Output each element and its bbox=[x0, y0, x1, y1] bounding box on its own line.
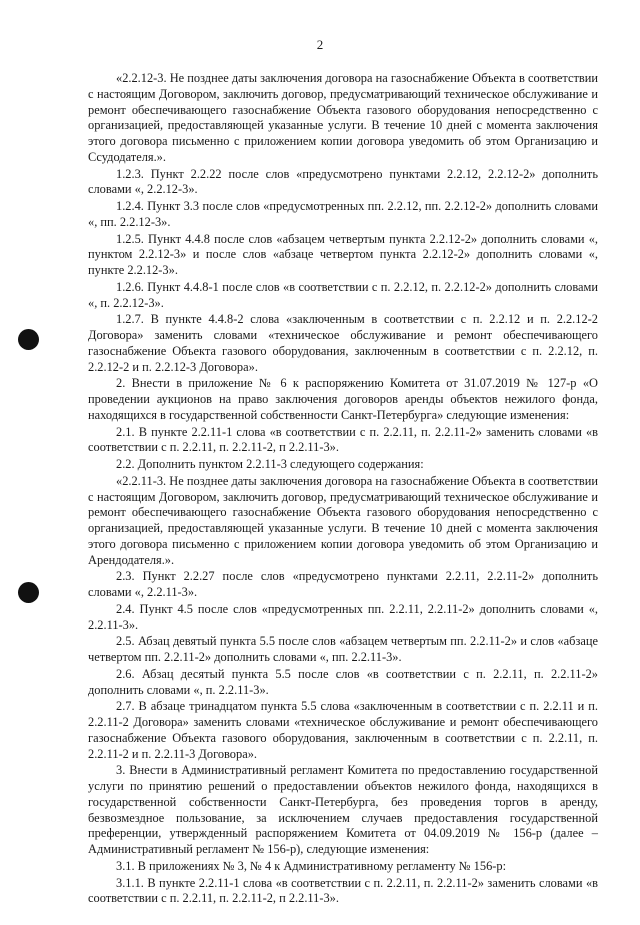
paragraph: 2.3. Пункт 2.2.27 после слов «предусмотрено пунктами 2.2.11, 2.2.11-2» дополнить словами «, 2.2.11-3». bbox=[88, 569, 598, 599]
punch-hole-mark bbox=[18, 582, 39, 603]
paragraph: 2.6. Абзац десятый пункта 5.5 после слов «в соответствии с п. 2.2.11, п. 2.2.11-2» дополнить словами «, п. 2.2.11-3». bbox=[88, 666, 598, 697]
paragraph: 1.2.6. Пункт 4.4.8-1 после слов «в соответствии с п. 2.2.12, п. 2.2.12-2» дополнить словами «, п. 2.2.12-3». bbox=[88, 279, 598, 310]
paragraph: 1.2.7. В пункте 4.4.8-2 слова «заключенным в соответствии с п. 2.2.12 и п. 2.2.12-2 Договора» заменить словами «техническое обслуживание и ремонт обеспечивающего газоснабжение Объекта газового оборудования, заключенным в соответствии с п. 2.2.12, п. 2.2.12-2 и п. 2.2.12-3 Договора». bbox=[88, 312, 598, 374]
paragraph: 2.4. Пункт 4.5 после слов «предусмотренных пп. 2.2.11, 2.2.11-2» дополнить словами «, 2.2.11-3». bbox=[88, 601, 598, 632]
paragraph: «2.2.12-3. Не позднее даты заключения договора на газоснабжение Объекта в соответствии с настоящим Договором, заключить договор, предусматривающий техническое обслуживание и ремонт обеспечивающего газоснабжение Объекта газового оборудования непосредственно с организацией, предоставляющей указанные услуги. В течение 10 дней с момента заключения этого договора письменно с приложением копии договора уведомить об этом Организацию и Ссудодателя.». bbox=[88, 71, 598, 164]
paragraph: 1.2.3. Пункт 2.2.22 после слов «предусмотрено пунктами 2.2.12, 2.2.12-2» дополнить словами «, 2.2.12-3». bbox=[88, 166, 598, 197]
paragraph: «2.2.11-3. Не позднее даты заключения договора на газоснабжение Объекта в соответствии с настоящим Договором, заключить договор, предусматривающий техническое обслуживание и ремонт обеспечивающего газоснабжение Объекта газового оборудования непосредственно с организацией, предоставляющей указанные услуги. В течение 10 дней с момента заключения этого договора письменно с приложением копии договора уведомить об этом Организацию и Арендодателя.». bbox=[88, 473, 598, 567]
document-body bbox=[88, 71, 598, 908]
paragraph: 2.7. В абзаце тринадцатом пункта 5.5 слова «заключенным в соответствии с п. 2.2.11 и п. 2.2.11-2 Договора» заменить словами «техническое обслуживание и ремонт обеспечивающего газоснабжение Объекта газового оборудования, заключенным в соответствии с п. 2.2.11, п. 2.2.11-2 и п. 2.2.11-3 Договора». bbox=[88, 699, 598, 761]
paragraph: 1.2.4. Пункт 3.3 после слов «предусмотренных пп. 2.2.12, пп. 2.2.12-2» дополнить словами «, пп. 2.2.12-3». bbox=[88, 199, 598, 229]
paragraph: 2.5. Абзац девятый пункта 5.5 после слов «абзацем четвертым пп. 2.2.11-2» и слов «абзаце четвертом пп. 2.2.11-2» дополнить словами «, пп. 2.2.11-3». bbox=[88, 634, 598, 664]
paragraph: 2. Внести в приложение № 6 к распоряжению Комитета от 31.07.2019 № 127-р «О проведении аукционов на право заключения договоров аренды объектов нежилого фонда, находящихся в государственной собственности Санкт-Петербурга» следующие изменения: bbox=[88, 376, 598, 422]
paragraph: 3.1.1. В пункте 2.2.11-1 слова «в соответствии с п. 2.2.11, п. 2.2.11-2» заменить словами «в соответствии с п. 2.2.11, п. 2.2.11-2, п 2.2.11-3». bbox=[88, 875, 598, 906]
paragraph: 3. Внести в Административный регламент Комитета по предоставлению государственной услуги по принятию решений о предоставлении объектов нежилого фонда, находящихся в государственной собственности Санкт-Петербурга, без проведения торгов в аренду, безвозмездное пользование, за исключением случаев предоставления государственной преференции, утвержденный распоряжением Комитета от 04.09.2019 № 156-р (далее – Административный регламент № 156-р), следующие изменения: bbox=[88, 763, 598, 856]
paragraph: 2.2. Дополнить пунктом 2.2.11-3 следующего содержания: bbox=[116, 457, 424, 471]
page-number: 2 bbox=[316, 37, 324, 52]
punch-hole-mark bbox=[18, 329, 39, 350]
paragraph: 1.2.5. Пункт 4.4.8 после слов «абзацем четвертым пункта 2.2.12-2» дополнить словами «, пунктом 2.2.12-3» и после слов «абзаце четвертом пункта 2.2.12-2» дополнить словами «, пункте 2.2.12-3». bbox=[88, 231, 598, 277]
paragraph: 2.1. В пункте 2.2.11-1 слова «в соответствии с п. 2.2.11, п. 2.2.11-2» заменить словами «в соответствии с п. 2.2.11, п. 2.2.11-2, п 2.2.11-3». bbox=[88, 424, 598, 455]
paragraph: 3.1. В приложениях № 3, № 4 к Административному регламенту № 156-р: bbox=[116, 858, 507, 873]
